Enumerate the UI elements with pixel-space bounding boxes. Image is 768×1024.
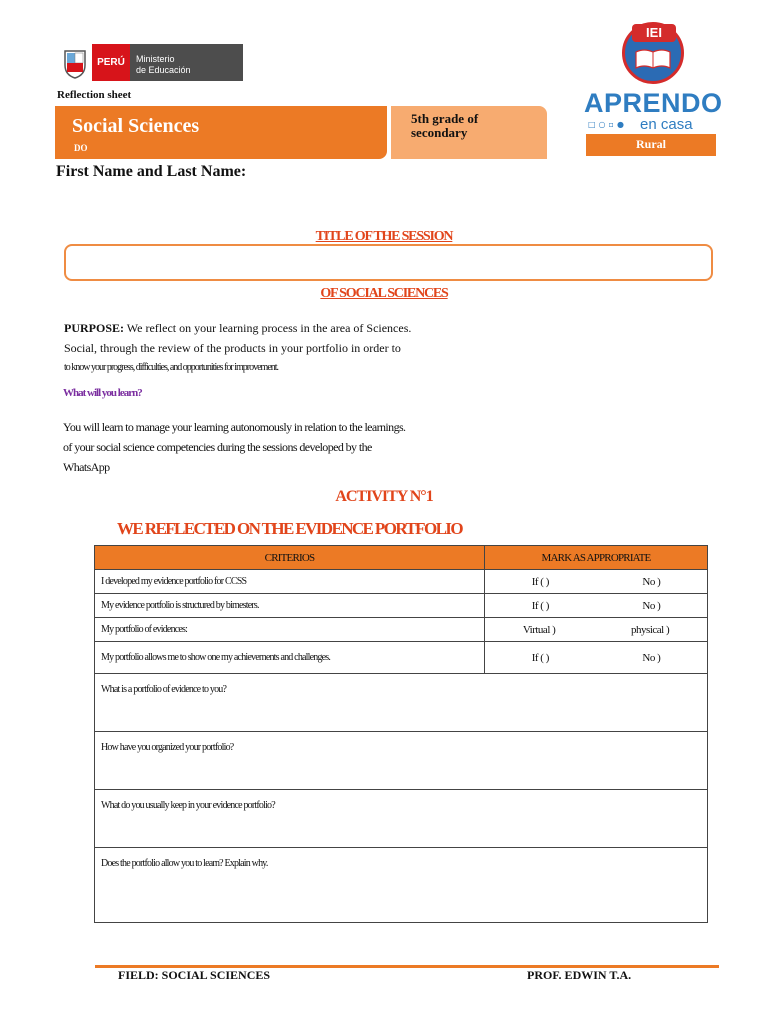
decorative-dots-icon: □○▫● (588, 120, 627, 129)
purpose-paragraph (64, 318, 454, 378)
activity-title: ACTIVITY N°1 (335, 488, 433, 505)
aprendo-wordmark: APRENDO (584, 88, 723, 118)
en-casa-wordmark: en casa (640, 116, 693, 133)
table-row (95, 594, 708, 618)
learn-line2: of your social science competencies during the sessions developed by the (63, 440, 372, 454)
ministry-line1: Ministerio (136, 54, 175, 64)
ministry-label (130, 44, 243, 81)
footer-field: FIELD: SOCIAL SCIENCES (118, 968, 271, 982)
criteria-table (94, 545, 708, 923)
option-yes[interactable]: If ( ) (531, 599, 549, 612)
question-row (95, 848, 708, 923)
question-row (95, 790, 708, 848)
criterion-cell: My evidence portfolio is structured by bimesters. (95, 594, 485, 618)
options-cell (485, 570, 708, 594)
grade-label (411, 112, 521, 140)
question-cell[interactable]: What do you usually keep in your evidence portfolio? (95, 790, 708, 848)
criteria-header: CRITERIOS (95, 546, 485, 570)
subject-title: Social Sciences (72, 115, 200, 137)
grade-line1: 5th grade of (411, 111, 479, 126)
session-title-field[interactable] (64, 244, 713, 281)
options-cell (485, 594, 708, 618)
mark-header: MARK AS APPROPRIATE (485, 546, 708, 570)
session-subtitle: OF SOCIAL SCIENCES (320, 286, 448, 301)
option-yes[interactable]: If ( ) (531, 651, 549, 664)
table-row (95, 570, 708, 594)
option-no[interactable]: No ) (642, 575, 661, 588)
activity-subtitle: WE REFLECTED ON THE EVIDENCE PORTFOLIO (117, 519, 462, 538)
options-cell (485, 618, 708, 642)
student-name-label: First Name and Last Name: (56, 163, 247, 180)
open-book-icon (634, 46, 672, 72)
question-row (95, 732, 708, 790)
footer-teacher: PROF. EDWIN T.A. (527, 968, 632, 982)
learn-paragraph (63, 417, 453, 477)
grade-line2: secondary (411, 125, 468, 140)
option-no[interactable]: No ) (642, 599, 661, 612)
learn-question: What will you learn? (63, 387, 142, 399)
coat-of-arms-icon (58, 44, 92, 81)
learn-line3: WhatsApp (63, 460, 110, 474)
purpose-label: PURPOSE: (64, 321, 124, 335)
learn-line1: You will learn to manage your learning autonomously in relation to the learnings. (63, 420, 406, 434)
purpose-text1: We reflect on your learning process in the area of Sciences. (126, 321, 412, 335)
ministry-line2: de Educación (136, 65, 191, 75)
sheet-type: Reflection sheet (57, 89, 132, 101)
purpose-text3: to know your progress, difficulties, and opportunities for improvement. (64, 362, 279, 373)
option-physical[interactable]: physical ) (631, 623, 670, 636)
table-header-row (95, 546, 708, 570)
session-title-label: TITLE OF THE SESSION (315, 229, 453, 244)
options-cell (485, 642, 708, 674)
option-yes[interactable]: If ( ) (531, 575, 549, 588)
option-no[interactable]: No ) (642, 651, 661, 664)
criterion-cell: My portfolio allows me to show one my achievements and challenges. (95, 642, 485, 674)
purpose-line1 (64, 318, 454, 338)
criterion-cell: I developed my evidence portfolio for CCSS (95, 570, 485, 594)
ministry-logo (58, 44, 243, 81)
table-row (95, 642, 708, 674)
purpose-text2: Social, through the review of the products in your portfolio in order to (64, 341, 401, 355)
option-virtual[interactable]: Virtual ) (522, 623, 556, 636)
question-cell[interactable]: What is a portfolio of evidence to you? (95, 674, 708, 732)
table-row (95, 618, 708, 642)
rural-label: Rural (586, 134, 716, 156)
criterion-cell: My portfolio of evidences: (95, 618, 485, 642)
question-cell[interactable]: Does the portfolio allow you to learn? Explain why. (95, 848, 708, 923)
question-cell[interactable]: How have you organized your portfolio? (95, 732, 708, 790)
peru-label: PERÚ (92, 44, 130, 81)
subject-code: DO (74, 143, 88, 153)
question-row (95, 674, 708, 732)
badge-label: IEI (632, 24, 676, 42)
